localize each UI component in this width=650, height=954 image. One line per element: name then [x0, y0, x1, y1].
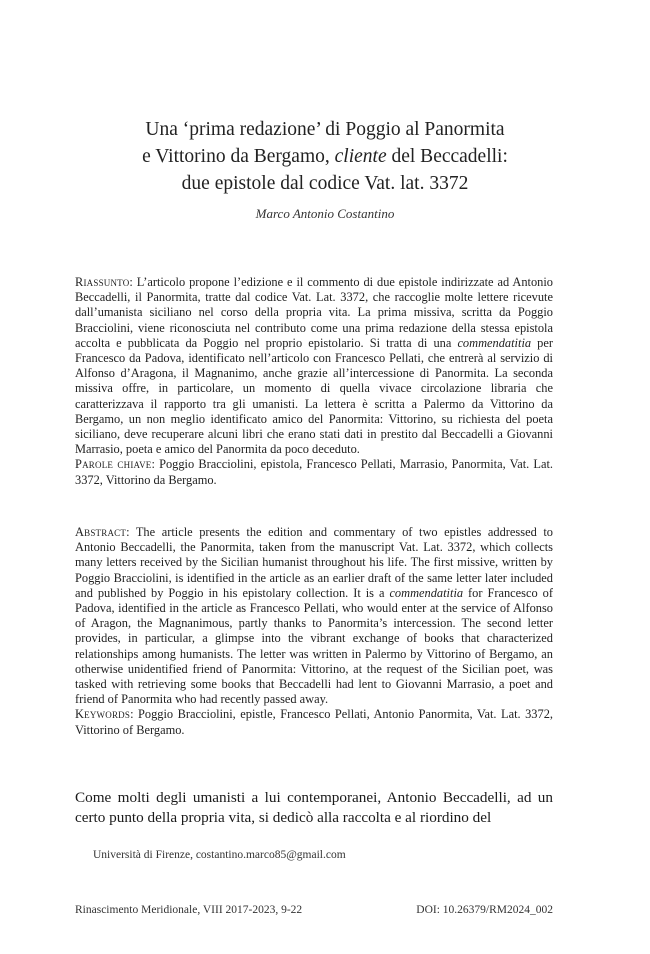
- riassunto-section: [75, 275, 553, 488]
- abstract-italic-term: commendatitia: [389, 585, 464, 600]
- journal-citation: Rinascimento Meridionale, VIII 2017-2023, 9-22: [75, 904, 303, 916]
- abstract-keywords: [75, 707, 553, 737]
- parole-chiave-label: Parole chiave: [75, 457, 152, 472]
- riassunto-text-b: per Francesco da Padova, identificato nell’articolo con Francesco Pellati, che entrerà al servizio di Alfonso d’Aragona, il Magnanimo, anche grazie all’intercessione di Panormita. La seconda missiva offre, in particolare, un momento di quella vivace circolazione libraria che caratterizzava il rapporto tra gli umanisti. La lettera è scritta a Palermo da Vittorino da Bergamo, un non meglio identificato amico del Panormita: Vittorino, su richiesta del poeta siciliano, deve recuperare alcuni libri che erano stati dati in prestito dal Beccadelli a Giovanni Marrasio, poeta e amico del Panormita da poco deceduto.: [75, 335, 554, 457]
- abstract-paragraph: [75, 525, 553, 707]
- page-footer: [75, 904, 553, 916]
- author-name: Marco Antonio Costantino: [255, 206, 395, 221]
- riassunto-text-a: : L’articolo propone l’edizione e il commento di due epistole indirizzate ad Antonio Beccadelli, il Panormita, tratte dal codice Vat. Lat. 3372, che raccoglie molte lettere ricevute dall’umanista siciliano nel corso della propria vita. La prima missiva, scritta da Poggio Bracciolini, viene riconosciuta nel contributo come una prima redazione della stessa epistola accolta e pubblicata da Poggio nel proprio epistolario. Si tratta di una: [75, 275, 553, 350]
- parole-chiave-text: : Poggio Bracciolini, epistola, Francesco Pellati, Marrasio, Panormita, Vat. Lat. 3372, Vittorino da Bergamo.: [75, 457, 554, 487]
- title-line-2: [60, 143, 590, 170]
- title-line-3: due epistole dal codice Vat. lat. 3372: [181, 173, 469, 194]
- author-affiliation: Università di Firenze, costantino.marco85@gmail.com: [93, 849, 346, 861]
- riassunto-keywords: [75, 457, 553, 487]
- abstract-text-a: : The article presents the edition and commentary of two epistles addressed to Antonio Beccadelli, the Panormita, taken from the manuscript Vat. Lat. 3372, which collects many letters received by the Sicilian humanist throughout his life. The first missive, written by Poggio Bracciolini, is identified in the article as an earlier draft of the same letter later included and published by Poggio in his epistolary collection. It is a: [75, 525, 553, 600]
- abstract-section: [75, 525, 553, 738]
- keywords-text: : Poggio Bracciolini, epistle, Francesco Pellati, Antonio Panormita, Vat. Lat. 3372, Vittorino of Bergamo.: [75, 707, 553, 737]
- abstract-label: Abstract: [75, 525, 127, 539]
- riassunto-label: Riassunto: [75, 275, 130, 289]
- riassunto-italic-term: commendatitia: [457, 335, 532, 350]
- title-line-2-pre: e Vittorino da Bergamo,: [142, 146, 335, 167]
- article-title: [60, 116, 590, 197]
- riassunto-paragraph: [75, 275, 553, 457]
- title-line-2-post: del Beccadelli:: [386, 146, 508, 167]
- body-paragraph: Come molti degli umanisti a lui contemporanei, Antonio Beccadelli, ad un certo punto della propria vita, si dedicò alla raccolta e al riordino del: [75, 789, 553, 826]
- keywords-label: Keywords: [75, 707, 131, 722]
- abstract-text-b: for Francesco of Padova, identified in the article as Francesco Pellati, who would enter at the service of Alfonso of Aragon, the Magnanimous, partly thanks to Panormita’s intercession. The second letter provides, in particular, a glimpse into the vibrant exchange of books that characterized relationships among humanists. The letter was written in Palermo by Vittorino of Bergamo, an otherwise unidentified friend of Panormita: Vittorino, at the request of the Sicilian poet, was tasked with retrieving some books that Beccadelli had lent to Giovanni Marrasio, a poet and friend of Panormita who had recently passed away.: [75, 585, 553, 707]
- title-line-1: Una ‘prima redazione’ di Poggio al Panormita: [145, 119, 505, 140]
- title-italic-word: cliente: [334, 146, 387, 167]
- doi-text: DOI: 10.26379/RM2024_002: [416, 904, 553, 916]
